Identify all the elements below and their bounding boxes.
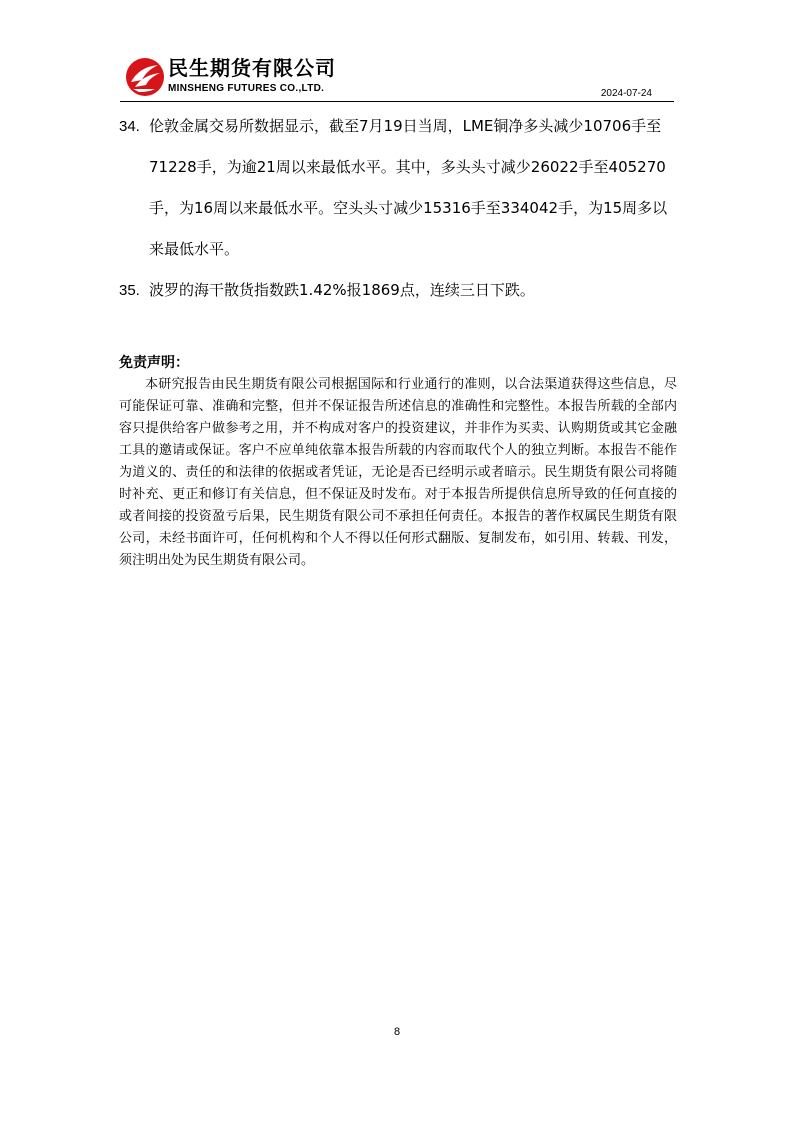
company-name-cn: 民生期货有限公司 — [168, 56, 336, 80]
minsheng-logo-icon — [124, 56, 166, 98]
disclaimer-title: 免责声明： — [119, 355, 189, 371]
news-item — [119, 106, 679, 270]
page-header — [120, 52, 674, 102]
item-text: 伦敦金属交易所数据显示，截至7月19日当周，LME铜净多头减少10706手至71228手，为逾21周以来最低水平。其中，多头头寸减少26022手至405270手，为16周以来最低水平。空头头寸减少15316手至334042手，为15周多以来最低水平。 — [149, 117, 668, 258]
disclaimer-body: 本研究报告由民生期货有限公司根据国际和行业通行的准则，以合法渠道获得这些信息，尽可能保证可靠、准确和完整，但并不保证报告所述信息的准确性和完整性。本报告所载的全部内容只提供给客户做参考之用，并不构成对客户的投资建议，并非作为买卖、认购期货或其它金融工具的邀请或保证。客户不应单纯依靠本报告所载的内容而取代个人的独立判断。本报告不能作为道义的、责任的和法律的依据或者凭证，无论是否已经明示或者暗示。民生期货有限公司将随时补充、更正和修订有关信息，但不保证及时发布。对于本报告所提供信息所导致的任何直接的或者间接的投资盈亏后果，民生期货有限公司不承担任何责任。本报告的著作权属民生期货有限公司，未经书面许可，任何机构和个人不得以任何形式翻版、复制发布，如引用、转载、刊发，须注明出处为民生期货有限公司。 — [119, 377, 677, 568]
disclaimer-section — [119, 352, 677, 572]
item-number: 35. — [119, 282, 140, 299]
news-item — [119, 270, 679, 311]
header-divider — [120, 101, 674, 102]
news-items — [119, 106, 679, 311]
company-name-en: MINSHENG FUTURES CO.,LTD. — [168, 83, 325, 94]
item-number: 34. — [119, 118, 140, 135]
report-date: 2024-07-24 — [600, 88, 652, 99]
page-number: 8 — [393, 1026, 401, 1038]
item-text: 波罗的海干散货指数跌1.42%报1869点，连续三日下跌。 — [149, 281, 535, 299]
